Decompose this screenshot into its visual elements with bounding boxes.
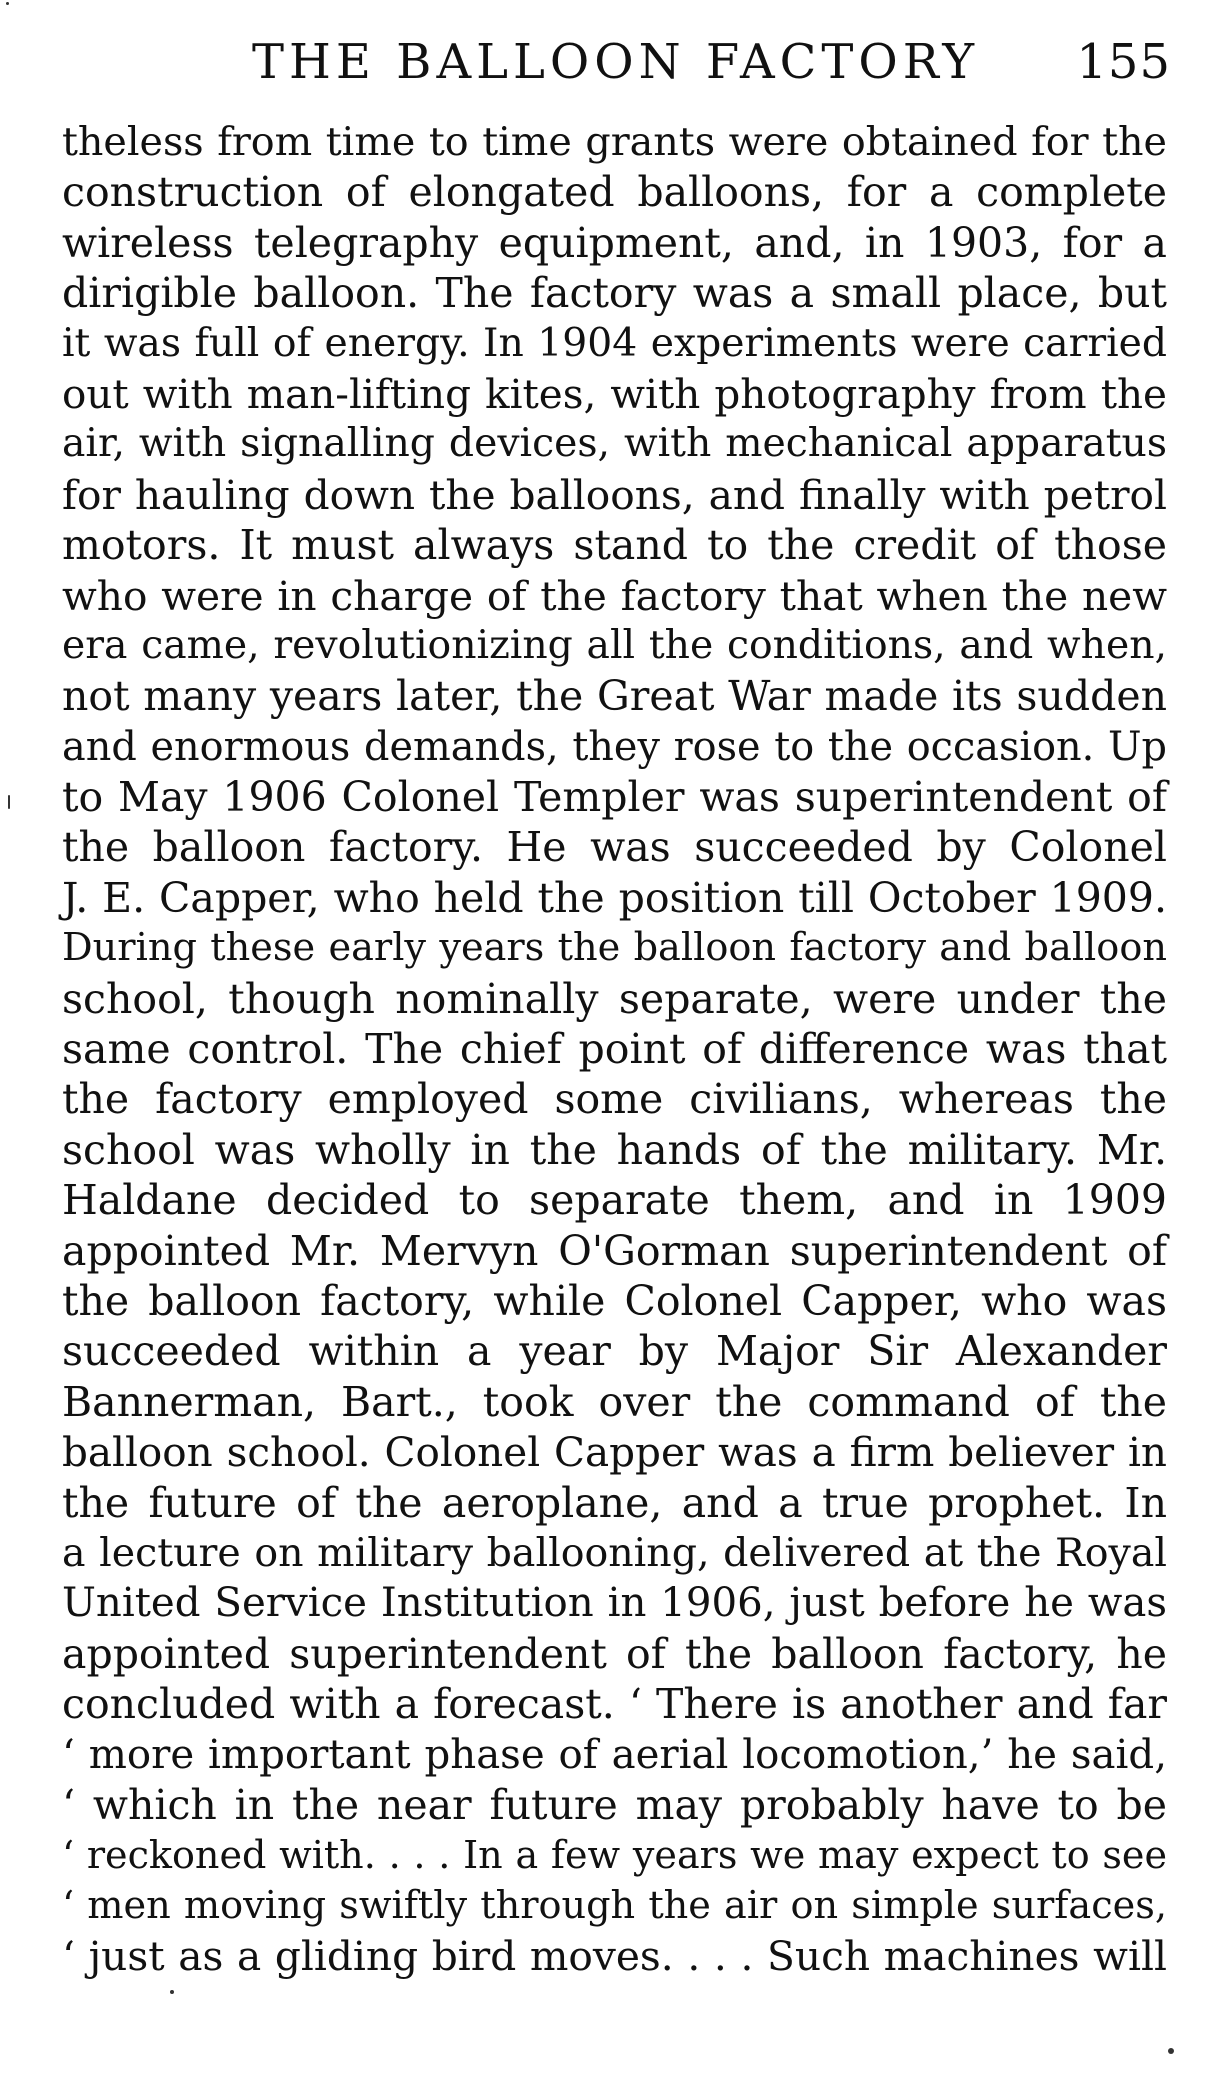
text-line: theless from time to time grants were obtained for the <box>62 119 1167 165</box>
text-line: a lecture on military ballooning, delivered at the Royal <box>62 1529 1167 1576</box>
text-line: dirigible balloon. The factory was a small place, but <box>62 269 1167 318</box>
text-line: balloon school. Colonel Capper was a firm believer in <box>62 1428 1167 1477</box>
text-line: to May 1906 Colonel Templer was superintendent of <box>62 773 1167 822</box>
text-line: same control. The chief point of difference was that <box>62 1025 1167 1074</box>
text-line: ‘ which in the near future may probably have to be <box>62 1780 1167 1829</box>
scan-speck <box>6 2 9 5</box>
text-line: concluded with a forecast. ‘ There is another and far <box>62 1680 1167 1729</box>
running-head <box>62 34 1171 104</box>
text-line: ‘ more important phase of aerial locomotion,’ he said, <box>62 1731 1167 1778</box>
running-title: THE BALLOON FACTORY <box>252 34 980 90</box>
text-line: motors. It must always stand to the credit of those <box>62 521 1167 570</box>
text-line: the factory employed some civilians, whereas the <box>62 1075 1167 1124</box>
text-line: appointed Mr. Mervyn O'Gorman superintendent of <box>62 1226 1167 1275</box>
page-number: 155 <box>1076 34 1171 90</box>
text-line: appointed superintendent of the balloon factory, he <box>62 1629 1167 1678</box>
body-text <box>62 117 1167 1981</box>
text-line: ‘ men moving swiftly through the air on simple surfaces, <box>62 1883 1167 1928</box>
text-line: for hauling down the balloons, and finally with petrol <box>62 470 1167 519</box>
text-line: and enormous demands, they rose to the occasion. Up <box>62 723 1167 770</box>
text-line: school, though nominally separate, were under the <box>62 974 1167 1023</box>
text-line: Bannerman, Bart., took over the command of the <box>62 1377 1167 1426</box>
scan-speck <box>1168 2048 1174 2054</box>
text-line: not many years later, the Great War made its sudden <box>62 672 1167 721</box>
text-line: the future of the aeroplane, and a true prophet. In <box>62 1478 1167 1527</box>
text-line: air, with signalling devices, with mechanical apparatus <box>62 421 1167 467</box>
text-line: J. E. Capper, who held the position till October 1909. <box>62 873 1167 922</box>
text-line: construction of elongated balloons, for a complete <box>62 168 1167 217</box>
scan-speck <box>170 1990 174 1994</box>
text-line: ‘ just as a gliding bird moves. . . . Such machines will <box>62 1932 1167 1981</box>
scan-speck <box>8 795 10 809</box>
text-line: who were in charge of the factory that when the new <box>62 571 1167 620</box>
text-line: the balloon factory. He was succeeded by Colonel <box>62 823 1167 872</box>
text-line: During these early years the balloon factory and balloon <box>62 925 1167 971</box>
text-line: ‘ reckoned with. . . . In a few years we may expect to see <box>62 1833 1167 1878</box>
text-line: out with man-lifting kites, with photography from the <box>62 369 1167 418</box>
text-line: school was wholly in the hands of the military. Mr. <box>62 1125 1167 1174</box>
text-line: wireless telegraphy equipment, and, in 1903, for a <box>62 218 1167 267</box>
text-line: Haldane decided to separate them, and in 1909 <box>62 1176 1167 1225</box>
text-line: United Service Institution in 1906, just before he was <box>62 1580 1167 1627</box>
text-line: it was full of energy. In 1904 experiments were carried <box>62 320 1167 366</box>
text-line: era came, revolutionizing all the conditions, and when, <box>62 622 1167 668</box>
text-line: the balloon factory, while Colonel Capper, who was <box>62 1276 1167 1325</box>
text-line: succeeded within a year by Major Sir Alexander <box>62 1327 1167 1376</box>
